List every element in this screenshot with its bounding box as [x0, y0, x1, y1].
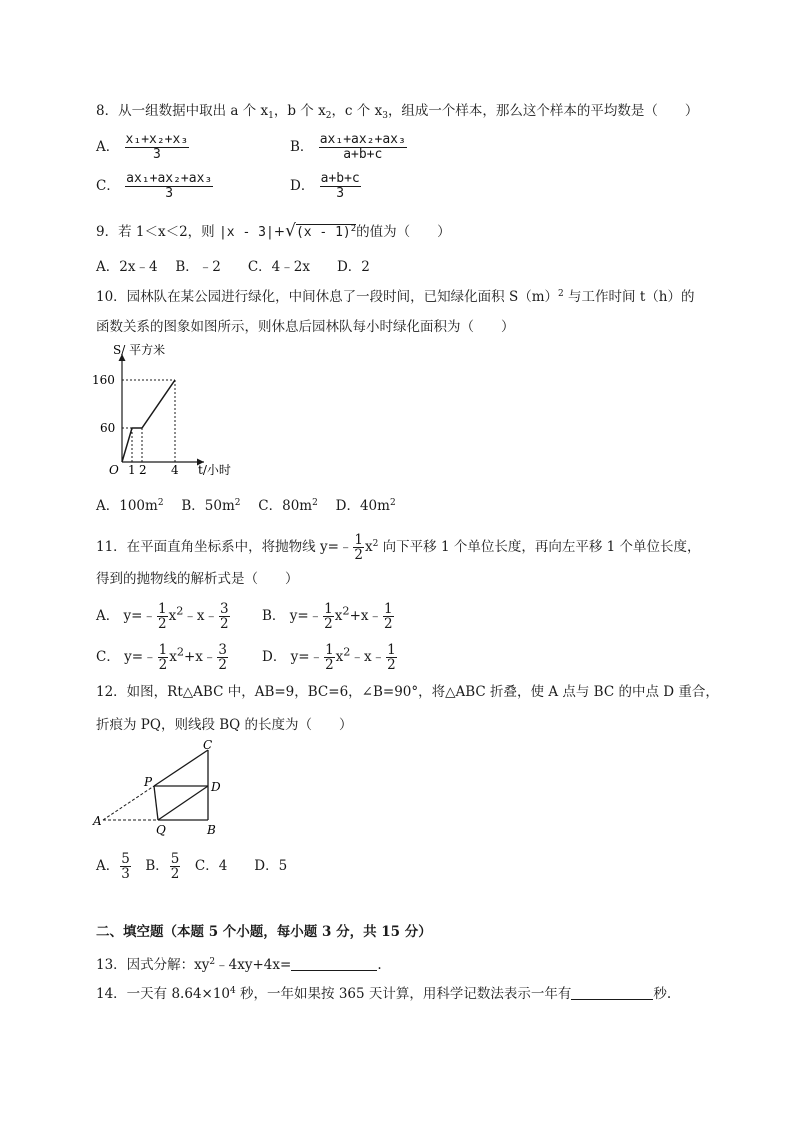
denominator: 2	[387, 657, 396, 673]
expr-part: +x﹣	[183, 649, 217, 665]
x-tick-label: 4	[171, 463, 179, 477]
x-tick-label: 1	[128, 463, 136, 477]
denominator: 2	[170, 866, 180, 882]
sqrt-icon: √	[285, 221, 296, 241]
q10-option-a: A．100m	[96, 498, 158, 514]
abs-expression: |x - 3|	[218, 225, 274, 240]
expr-part: ﹣x﹣	[350, 649, 386, 665]
q12-triangle-figure	[90, 740, 240, 840]
q8-option-d	[290, 172, 362, 201]
y-tick-label: 160	[92, 373, 115, 387]
fraction	[383, 602, 394, 631]
denominator: 2	[220, 616, 229, 632]
denominator: 2	[324, 616, 333, 632]
q10-text: 10．园林队在某公园进行绿化，中间休息了一段时间，已知绿化面积 S（m）	[96, 289, 559, 305]
fraction	[324, 643, 335, 672]
option-label: A．	[96, 139, 120, 155]
fraction	[120, 852, 131, 881]
answer-blank[interactable]	[291, 956, 377, 971]
denominator: 3	[165, 186, 174, 201]
x-tick-label: 2	[139, 463, 147, 477]
q11-line2: 得到的抛物线的解析式是（ ）	[96, 571, 299, 587]
origin-label: O	[109, 463, 119, 477]
expr-part: x	[168, 608, 177, 624]
fraction	[319, 133, 407, 162]
q8-stem-part: ，b 个 x	[273, 103, 326, 119]
q12-option-a: A．	[96, 858, 120, 874]
q9-stem	[96, 222, 451, 242]
expr-part: y=﹣	[124, 649, 157, 665]
q10-text: 与工作时间 t（h）的	[563, 289, 695, 305]
q8-option-c	[96, 172, 214, 201]
radicand: (x - 1)$^2$	[295, 224, 357, 240]
q10-options: A．$100m^2$ B．$50m^2$ C．$80m^2$ D．$40m^2$	[96, 498, 396, 514]
q10-graph	[92, 340, 266, 480]
q13-text: ﹣4xy+4x=	[215, 957, 292, 973]
segment-ap-dashed	[103, 786, 154, 820]
numerator: 1	[384, 601, 393, 617]
numerator: 1	[354, 532, 364, 548]
expr-part: y=﹣	[289, 608, 323, 624]
denominator: 2	[158, 657, 168, 673]
q8-stem: 8．从一组数据中取出 a 个 $x_1$，b 个 $x_2$，c 个 $x_3$，组成一个样本，那么这个样本的平均数是（ ）	[96, 103, 699, 121]
expr-part: x	[335, 649, 344, 665]
denominator: 2	[384, 616, 393, 632]
denominator: 2	[354, 547, 364, 563]
numerator: 1	[325, 642, 334, 658]
y-axis-label: S/ 平方米	[113, 343, 166, 357]
numerator: 1	[158, 601, 167, 617]
q9-stem-part: 9．若 1＜x＜2，则	[96, 224, 215, 240]
numerator: ax₁+ax₂+ax₃	[319, 132, 406, 147]
fraction	[353, 533, 364, 562]
q10-line1: 10．园林队在某公园进行绿化，中间休息了一段时间，已知绿化面积 $S(m)^2$ 与工作时间 t（h）的	[96, 289, 695, 305]
denominator: 2	[325, 657, 334, 673]
q8-stem-part: ，组成一个样本，那么这个样本的平均数是（ ）	[387, 103, 699, 119]
denominator: 3	[121, 866, 130, 882]
numerator: 1	[324, 601, 333, 617]
expr-part: x	[334, 608, 343, 624]
fraction	[157, 602, 168, 631]
section-2-heading: 二、填空题（本题 5 个小题，每小题 3 分，共 15 分）	[96, 924, 432, 940]
plus-sign: +	[273, 224, 286, 240]
fraction	[170, 852, 181, 881]
segment-qd	[158, 786, 208, 820]
numerator: 3	[218, 642, 228, 658]
numerator: 1	[387, 642, 396, 658]
denominator: a+b+c	[343, 147, 383, 162]
numerator: 5	[121, 851, 130, 867]
q8-option-a	[96, 133, 190, 162]
segment-pq	[154, 786, 158, 820]
q13-line: 13．因式分解：$xy^2﹣4xy+4x=$ .	[96, 957, 382, 973]
q11-line1: 11．在平面直角坐标系中，将抛物线 y=﹣ $\frac{1}{2}$ $x^2$ 向下平移 1 个单位长度，再向左平移 1 个单位长度，	[96, 532, 701, 563]
fraction	[125, 172, 213, 201]
answer-blank[interactable]	[571, 985, 653, 1000]
q8-stem-part: ，c 个 x	[331, 103, 383, 119]
q12-option-d: D．5	[254, 858, 288, 874]
numerator: 3	[220, 601, 229, 617]
q11-text: x	[365, 539, 373, 555]
segment-pc	[154, 750, 208, 786]
numerator: a+b+c	[320, 171, 360, 186]
q11-option-c: C． y=﹣ $\frac{1}{2}$ $x^2+x﹣$ $\frac{3}{2}$	[96, 642, 228, 673]
numerator: 5	[170, 851, 180, 867]
q10-option-b: B．50m	[181, 498, 235, 514]
option-label: C．	[96, 178, 120, 194]
numerator: x₁+x₂+x₃	[125, 132, 189, 147]
expr-part: ﹣x﹣	[183, 608, 219, 624]
q12-option-b: B．	[145, 858, 169, 874]
x-axis-label: t/小时	[198, 463, 231, 477]
q10-option-c: C．80m	[258, 498, 313, 514]
denominator: 3	[336, 186, 345, 201]
option-label: B．	[290, 139, 314, 155]
q14-line: 14．一天有 $8.64\times 10^4$ 秒，一年如果按 365 天计算，用科学记数法表示一年有 秒.	[96, 986, 672, 1002]
q11-option-a: A． y=﹣ $\frac{1}{2}$ $x^2﹣x﹣$ $\frac{3}{2}$	[96, 601, 229, 632]
option-label: A．	[96, 608, 120, 624]
q11-text: 向下平移 1 个单位长度，再向左平移 1 个单位长度，	[378, 539, 701, 555]
option-label: B．	[262, 608, 286, 624]
denominator: 2	[158, 616, 167, 632]
label-a: A	[93, 814, 102, 828]
label-p: P	[144, 775, 153, 789]
expr-part: +x﹣	[349, 608, 382, 624]
area-time-line	[122, 380, 175, 462]
radicand-text: (x - 1)	[295, 225, 351, 240]
option-label: D．	[262, 649, 287, 665]
denominator: 3	[152, 147, 161, 162]
fraction	[219, 602, 230, 631]
q12-line2: 折痕为 PQ，则线段 BQ 的长度为（ ）	[96, 717, 353, 733]
option-label: D．	[290, 178, 315, 194]
expr-part: x	[169, 649, 177, 665]
q12-line1: 12．如图，Rt△ABC 中，AB=9，BC=6，∠B=90°，将△ABC 折叠，使 A 点与 BC 的中点 D 重合，	[96, 684, 719, 700]
q10-option-d: D．40m	[335, 498, 390, 514]
q11-option-d: D． y=﹣ $\frac{1}{2}$ $x^2﹣x﹣$ $\frac{1}{2}$	[262, 642, 396, 673]
q9-stem-part: 的值为（ ）	[356, 224, 451, 240]
label-q: Q	[156, 823, 166, 837]
q9-options: A．2x﹣4 B．﹣2 C．4﹣2x D．2	[96, 259, 370, 275]
option-label: C．	[96, 649, 120, 665]
q12-option-c: C．4	[194, 858, 228, 874]
q8-option-b	[290, 133, 408, 162]
q14-text: 14．一天有 8.64×10	[96, 986, 231, 1002]
q14-text: 秒，一年如果按 365 天计算，用科学记数法表示一年有	[235, 986, 572, 1002]
denominator: 2	[218, 657, 228, 673]
fraction	[386, 643, 397, 672]
q12-options	[96, 852, 287, 881]
q13-text: 13．因式分解：xy	[96, 957, 210, 973]
fraction	[217, 643, 228, 672]
q11-option-b: B． y=﹣ $\frac{1}{2}$ $x^2+x﹣$ $\frac{1}{2}$	[262, 601, 393, 632]
fraction	[323, 602, 334, 631]
expr-part: y=﹣	[123, 608, 156, 624]
numerator: ax₁+ax₂+ax₃	[126, 171, 213, 186]
numerator: 1	[158, 642, 168, 658]
label-b: B	[207, 823, 216, 837]
q8-stem-part: 8．从一组数据中取出 a 个 x	[96, 103, 269, 119]
expr-part: y=﹣	[290, 649, 324, 665]
y-tick-label: 60	[100, 421, 116, 435]
fraction	[320, 172, 361, 201]
q11-text: 11．在平面直角坐标系中，将抛物线 y=﹣	[96, 539, 353, 555]
q13-text: .	[377, 957, 382, 973]
label-d: D	[211, 780, 221, 794]
q10-line2: 函数关系的图象如图所示，则休息后园林队每小时绿化面积为（ ）	[96, 319, 515, 335]
q14-text: 秒.	[653, 986, 672, 1002]
fraction	[125, 133, 190, 162]
fraction	[158, 643, 169, 672]
label-c: C	[203, 738, 213, 752]
